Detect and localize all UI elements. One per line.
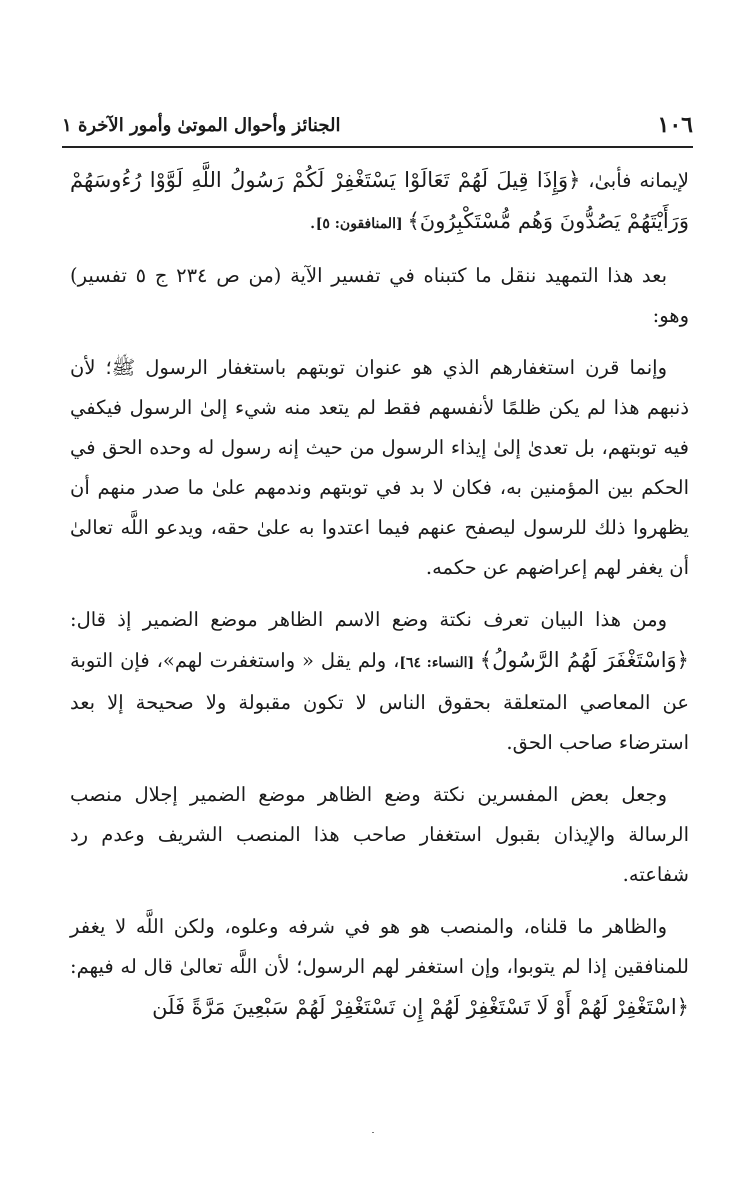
paragraph-text: بعد هذا التمهيد ننقل ما كتبناه في تفسير الآية (من ص ٢٣٤ ج ٥ تفسير) وهو: — [70, 264, 689, 327]
verse-reference: [النساء: ٦٤] — [399, 655, 480, 671]
paragraph-text: لإيمانه فأبىٰ، — [580, 169, 690, 192]
paragraph-text: وإنما قرن استغفارهم الذي هو عنوان توبتهم باستغفار الرسول ﷺ؛ لأن ذنبهم هذا لم يكن ظلمًا لأنفسهم فقط لم يتعد منه شيء إلىٰ الرسول فيكفي فيه توبتهم، بل تعدىٰ إلىٰ إيذاء الرسول من حيث إنه رسول له وحده الحق في الحكم بين المؤمنين به، فكان لا بد في توبتهم وندمهم علىٰ ما صدر منهم أن يظهروا ذلك للرسول ليصفح عنهم فيما اعتدوا به علىٰ حقه، ويدعو اللَّه تعالىٰ أن يغفر لهم إعراضهم عن حكمه. — [70, 356, 689, 579]
paragraph-text: وجعل بعض المفسرين نكتة وضع الظاهر موضع الضمير إجلال منصب الرسالة والإيذان بقبول استغفار صاحب هذا المنصب الشريف وعدم رد شفاعته. — [70, 783, 689, 886]
paragraph-text: ومن هذا البيان تعرف نكتة وضع الاسم الظاهر موضع الضمير إذ قال: — [70, 608, 667, 631]
page-number: ١٠٦ — [657, 112, 693, 138]
body-paragraph — [70, 256, 689, 336]
page-header — [62, 108, 693, 142]
body-paragraph — [70, 775, 689, 895]
paragraph-text: والظاهر ما قلناه، والمنصب هو هو في شرفه وعلوه، ولكن اللَّه لا يغفر للمنافقين إذا لم يتوبوا، وإن استغفر لهم الرسول؛ لأن اللَّه تعالىٰ قال له فيهم: — [70, 915, 689, 978]
quran-verse: ﴿وَإِذَا قِيلَ لَهُمْ تَعَالَوْا يَسْتَغْفِرْ لَكُمْ رَسُولُ اللَّهِ لَوَّوْا رُءُوسَهُمْ وَرَأَيْتَهُمْ يَصُدُّونَ وَهُم مُّسْتَكْبِرُونَ﴾ — [70, 168, 689, 233]
paragraph-text: . — [309, 210, 316, 233]
paragraph-text: ، ولم يقل « واستغفرت لهم»، فإن التوبة عن المعاصي المتعلقة بحقوق الناس لا تكون مقبولة ولا صحيحة إلا بعد استرضاء صاحب الحق. — [70, 649, 689, 754]
verse-reference: [المنافقون: ٥] — [315, 216, 408, 232]
quran-verse: ﴿وَاسْتَغْفَرَ لَهُمُ الرَّسُولُ﴾ — [479, 648, 689, 672]
body-paragraph — [70, 160, 689, 244]
body-paragraph — [70, 907, 689, 1028]
body-paragraph — [70, 348, 689, 588]
scan-speck — [372, 1132, 374, 1133]
running-title: الجنائز وأحوال الموتىٰ وأمور الآخرة ١ — [62, 114, 341, 136]
page-body — [70, 160, 689, 1040]
body-paragraph — [70, 600, 689, 763]
quran-verse: ﴿اسْتَغْفِرْ لَهُمْ أَوْ لَا تَسْتَغْفِرْ لَهُمْ إِن تَسْتَغْفِرْ لَهُمْ سَبْعِينَ مَرَّةً فَلَن — [152, 995, 689, 1019]
header-rule — [62, 146, 693, 148]
